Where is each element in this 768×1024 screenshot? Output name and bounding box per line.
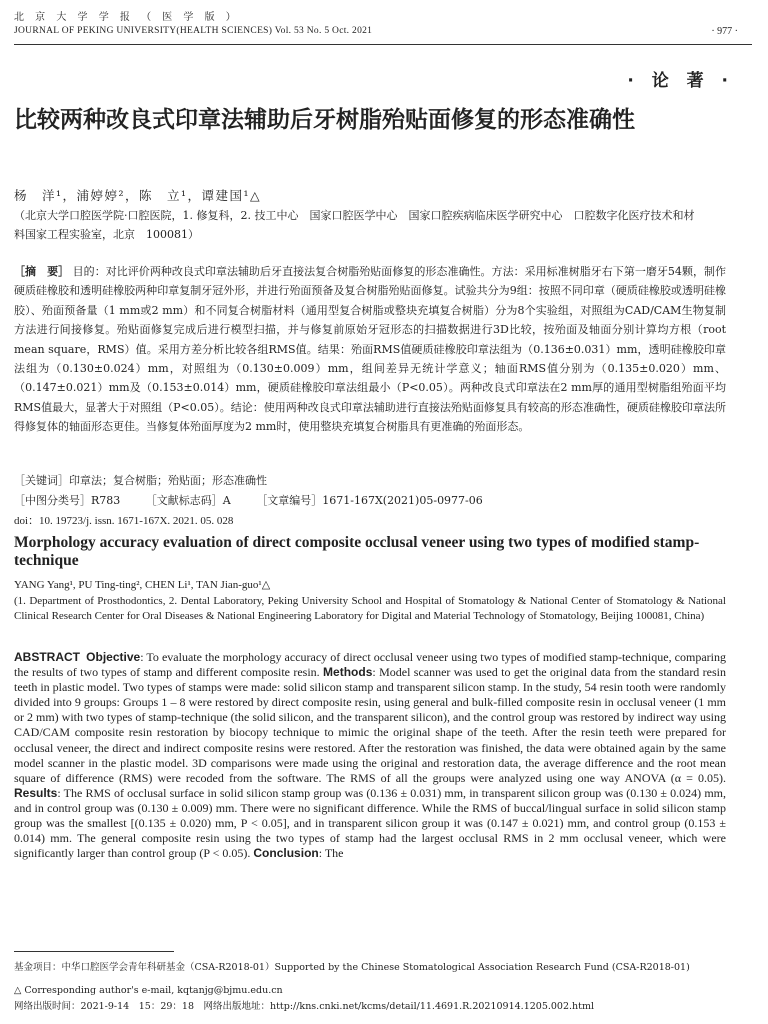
abstract-cn-text: 目的：对比评价两种改良式印章法辅助后牙直接法复合树脂殆贴面修复的形态准确性。方法：采用标准树脂牙右下第一磨牙54颗，制作硬质硅橡胶和透明硅橡胶两种印章复制牙冠外形，并进行殆面预备及复合树脂殆贴面修复。试验共分为9组：按照不同印章（硬质硅橡胶或透明硅橡胶）、殆面预备量（1 mm或2 mm）和不同复合树脂材料（通用型复合树脂或整块充填复合树脂）分为8个实验组，对照组为CAD/CAM生物复制方法进行间接修复。殆贴面修复完成后进行模型扫描，并与修复前原始牙冠形态的扫描数据进行3D比较，按殆面及轴面分别计算均方根（root mean square，RMS）值。采用方差分析比较各组RMS值。结果：殆面RMS值硬质硅橡胶印章法组为（0.136±0.031）mm，透明硅橡胶印章法组为（0.130±0.024）mm，对照组为（0.130±0.009）mm，组间差异无统计学意义；轴面RMS值分别为（0.135±0.020）mm、（0.147±0.021）mm及（0.153±0.014）mm，硬质硅橡胶印章法组最小（P<0.05）。两种改良式印章法在2 mm厚的通用型树脂组殆面平均RMS值最大，显著大于对照组（P<0.05）。结论：使用两种改良式印章法辅助进行直接法殆贴面修复具有较高的形态准确性，硬质硅橡胶印章法所得修复体的轴面形态更佳。当修复体殆面厚度为2 mm时，使用整块充填复合树脂具有更准确的殆面形态。 [14,265,727,434]
section-label: · 论 著 · [627,71,734,91]
doi: doi：10. 19723/j. issn. 1671-167X. 2021. 05. 028 [14,515,234,527]
classification-row [14,492,505,508]
header-rule [14,44,752,45]
article-number: ［文章编号］1671-167X(2021)05-0977-06 [256,494,483,507]
funding-footnote: 基金项目：中华口腔医学会青年科研基金（CSA-R2018-01）Supported by the Chinese Stomatological Association Research Fund (CSA-R2018-01) [14,962,690,973]
document-code: ［文献标志码］A [145,494,231,507]
footnote-rule [14,951,174,952]
conclusion-text: : The [318,846,344,861]
journal-name-cn: 北 京 大 学 学 报 （ 医 学 版 ） [14,12,240,23]
clc-number: ［中图分类号］R783 [14,494,121,507]
article-title-en: Morphology accuracy evaluation of direct composite occlusal veneer using two types of modified stamp-technique [14,534,700,569]
authors-en: YANG Yang¹, PU Ting-ting², CHEN Li¹, TAN Jian-guo¹△ [14,579,271,591]
objective-text: : To evaluate the morphology accuracy of direct occlusal veneer using two types of modified stamp-technique, comparing the results of two types of stamp and different composite resin. [14,650,726,680]
objective-label: Objective [86,650,141,664]
page-number: · 977 · [711,26,738,37]
abstract-en-label: ABSTRACT [14,650,80,664]
authors-cn: 杨 洋¹，浦婷婷²，陈 立¹，谭建国¹△ [14,188,262,203]
online-publication: 网络出版时间：2021-9-14 15：29：18 网络出版地址：http://kns.cnki.net/kcms/detail/11.4691.R.20210914.1205.002.html [14,1001,595,1012]
conclusion-label: Conclusion [253,846,319,861]
corresponding-author: △ Corresponding author's e-mail, kqtanjg@bjmu.edu.cn [14,985,283,996]
journal-name-en: JOURNAL OF PEKING UNIVERSITY(HEALTH SCIENCES) Vol. 53 No. 5 Oct. 2021 [14,26,373,36]
abstract-cn [14,262,726,437]
methods-label: Methods [323,665,373,680]
abstract-en [14,650,726,861]
article-title-cn: 比较两种改良式印章法辅助后牙树脂殆贴面修复的形态准确性 [14,107,635,133]
methods-text: : Model scanner was used to get the original data from the standard resin teeth in plastic model. Two types of stamps were made: solid silicon stamp and transparent silicon stamp. In the study, 54 resin tooth were randomly divided into 9 groups: Groups 1 – 8 were restored by direct composite resin, using general and bulk-filled composite resin in occlusal veneer (1 mm or 2 mm) with two types of stamp-technique (the solid silicon, and the transparent silicon), and the control group was restored by indirect way using CAD/CAM composite resin restoration by biocopy technique to mimic the original shape of the teeth. After the resin teeth were prepared for occlusal veneer, the direct and indirect composite resins were restored. After the restoration was finished, the data were obtained again by the same model scanner in the plastic model. 3D comparisons were made using the original and restoration data, the average difference and the root mean square of difference (RMS) were recoded from the software. The RMS of all the groups were analyzed using one way ANOVA (α = 0.05). [14,665,727,785]
affiliation-cn: （北京大学口腔医学院·口腔医院，1. 修复科，2. 技工中心 国家口腔医学中心 国家口腔疾病临床医学研究中心 口腔数字化医疗技术和材料国家工程实验室，北京 100081） [14,209,695,241]
abstract-cn-label: ［摘 要］ [14,265,70,278]
results-label: Results [14,785,58,800]
results-text: : The RMS of occlusal surface in solid silicon stamp group was (0.136 ± 0.031) mm, in transparent silicon group was (0.130 ± 0.024) mm, and in control group was (0.130 ± 0.009) mm. There were no significant difference. While the RMS of buccal/lingual surface in solid silicon stamp group was the smallest [(0.135 ± 0.020) mm, P < 0.05], and in transparent silicon group it was (0.147 ± 0.021) mm, and control group (0.153 ± 0.014) mm. The general composite resin using the two types of stamp had the largest occlusal RMS in 2 mm occlusal veneer, which were significantly larger than control group (P < 0.05). [14,785,726,861]
affiliation-en: (1. Department of Prosthodontics, 2. Dental Laboratory, Peking University School and Hospital of Stomatology & National Center of Stomatology & National Clinical Research Center for Oral Diseases & National Engineering Laboratory for Digital and Material Technology of Stomatology, Beijing 100081, China) [14,595,726,622]
keywords-cn: ［关键词］印章法；复合树脂；殆贴面；形态准确性 [14,474,267,487]
